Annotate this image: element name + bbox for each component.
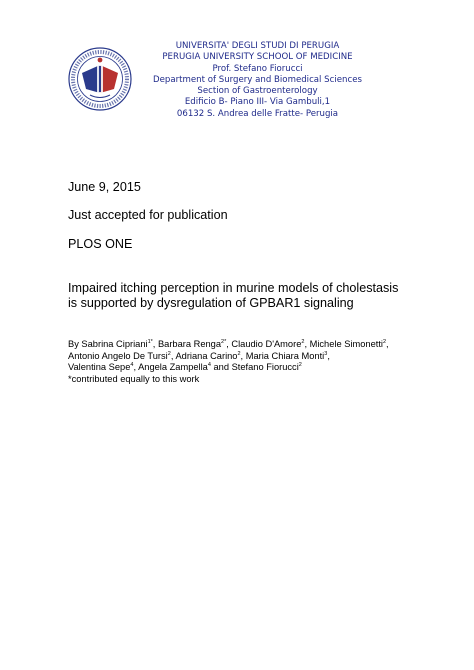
letterhead-postcode: 06132 S. Andrea delle Fratte- Perugia [176,108,339,119]
university-seal-icon [68,47,132,111]
author-separator: , [327,350,330,361]
author-name: , Claudio D'Amore [226,339,302,349]
author-line-1 [68,339,389,351]
author-name: , Barbara Renga [152,339,222,349]
paper-title [68,281,398,311]
letterhead-professor: Prof. Stefano Fiorucci [212,63,303,74]
equal-contribution-note: *contributed equally to this work [68,373,200,384]
paper-title-line-1: Impaired itching perception in murine models of cholestasis [68,281,399,295]
author-affiliation: 2 [301,339,305,345]
author-name: , Michele Simonetti [304,339,383,349]
author-affiliation: 3 [324,350,328,357]
journal-name: PLOS ONE [68,237,133,251]
letterhead-building: Edificio B- Piano III- Via Gambuli,1 [184,97,331,108]
author-line-2 [68,351,389,363]
acceptance-status: Just accepted for publication [68,208,228,222]
author-affiliation: 2 [382,339,387,345]
paper-title-line-2: is supported by dysregulation of GPBAR1 signaling [68,296,354,311]
author-affiliation: 2 [298,362,302,369]
author-affiliation: 4 [130,362,134,369]
letterhead-section: Section of Gastroenterology [197,86,318,97]
author-affiliation: 1* [147,339,153,345]
letterhead-university: UNIVERSITA' DEGLI STUDI DI PERUGIA [175,41,340,51]
author-name: Antonio Angelo De Tursi [68,350,168,361]
author-separator: , [386,339,389,349]
author-affiliation: 2* [221,339,227,345]
letterhead [150,41,365,120]
letterhead-school: PERUGIA UNIVERSITY SCHOOL OF MEDICINE [162,52,353,63]
letter-date: June 9, 2015 [68,180,141,194]
author-name: Valentina Sepe [68,362,131,373]
author-affiliation: 2 [237,350,241,357]
author-name: By Sabrina Cipriani [68,339,148,349]
author-name: , Adriana Carino [170,350,238,361]
author-name: , Maria Chiara Monti [240,350,325,361]
author-affiliation: 2 [167,350,171,357]
author-list [68,339,389,385]
letterhead-department: Department of Surgery and Biomedical Sciences [153,74,362,85]
author-line-3 [68,362,389,374]
author-name: , Angela Zampella [133,362,208,373]
author-name: and Stefano Fiorucci [210,362,299,373]
author-affiliation: 4 [207,362,211,369]
